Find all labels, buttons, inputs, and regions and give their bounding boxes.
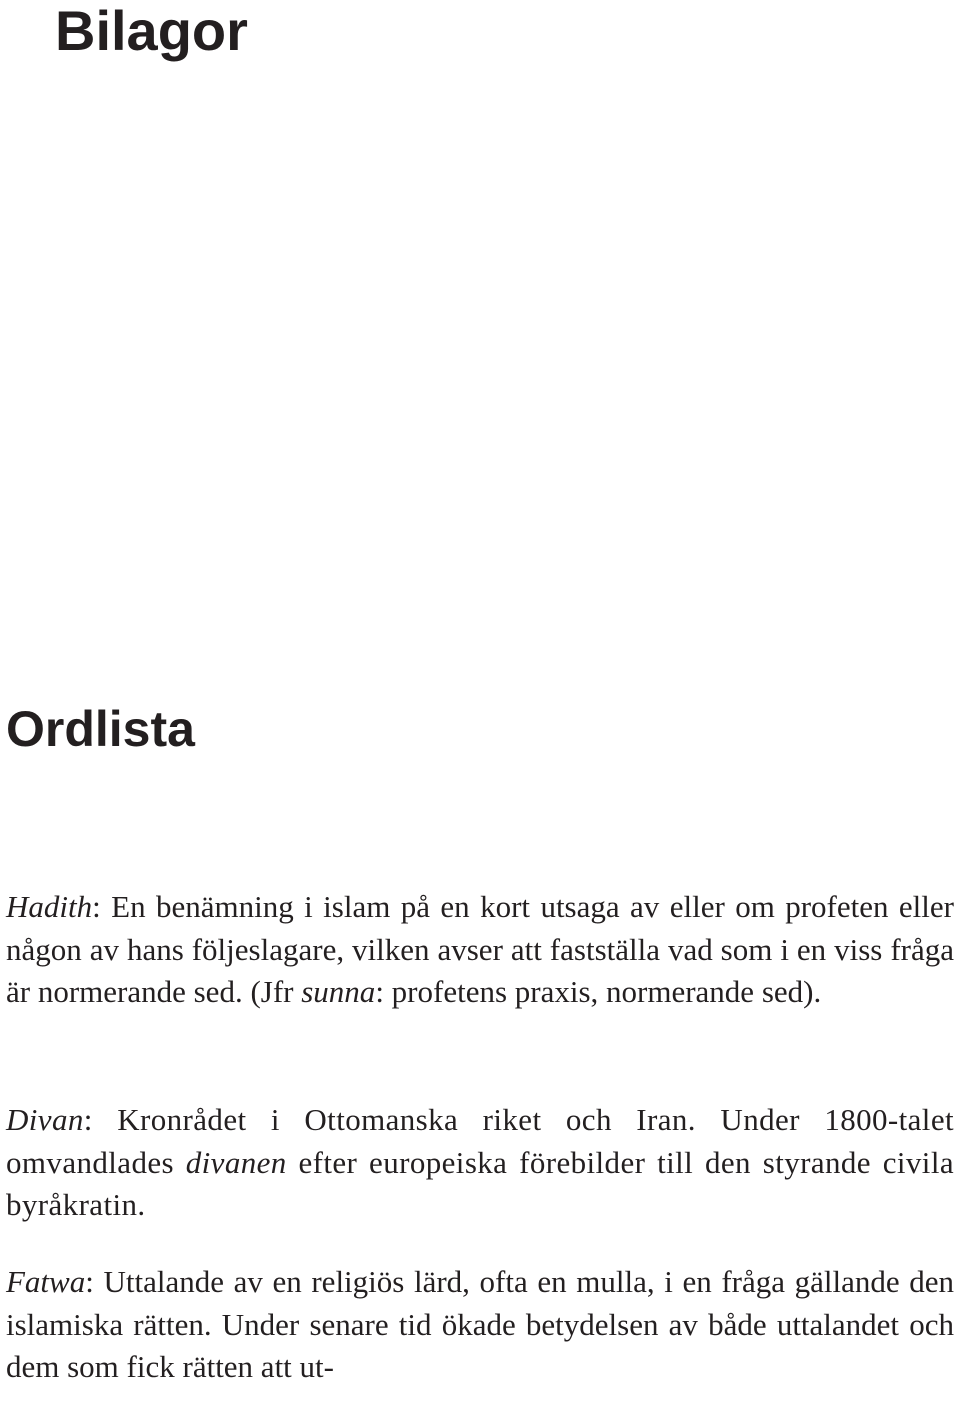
glossary-term: Fatwa (6, 1264, 86, 1299)
glossary-entry-hadith (6, 886, 954, 1014)
glossary-reference-text: : profetens praxis, normerande sed). (375, 974, 822, 1009)
glossary-definition: : En benämning i islam på en kort utsaga av eller om profeten eller någon av hans följeslagare, vilken avser att fastställa vad som i en viss fråga är normerande sed. (Jfr (6, 889, 954, 1009)
glossary-reference-term: sunna (301, 974, 376, 1009)
glossary-entry-fatwa (6, 1261, 954, 1389)
glossary-term: Hadith (6, 889, 93, 924)
glossary-entry-divan (6, 1099, 954, 1227)
section-title-ordlista: Ordlista (6, 701, 195, 757)
glossary-term: Divan (6, 1102, 84, 1137)
page-title: Bilagor (55, 0, 248, 62)
glossary-definition: : Uttalande av en religiös lärd, ofta en mulla, i en fråga gällande den islamiska rätten. Under senare tid ökade betydelsen av både uttalandet och dem som fick rätten att ut- (6, 1264, 954, 1384)
glossary-emphasis-term: divanen (185, 1144, 287, 1180)
glossary-definition: : Kronrådet i Ottomanska riket och Iran. Under 1800-talet omvandlades (6, 1102, 954, 1180)
glossary-definition-end: efter europeiska förebilder till den styrande civila byråkratin. (6, 1144, 954, 1222)
